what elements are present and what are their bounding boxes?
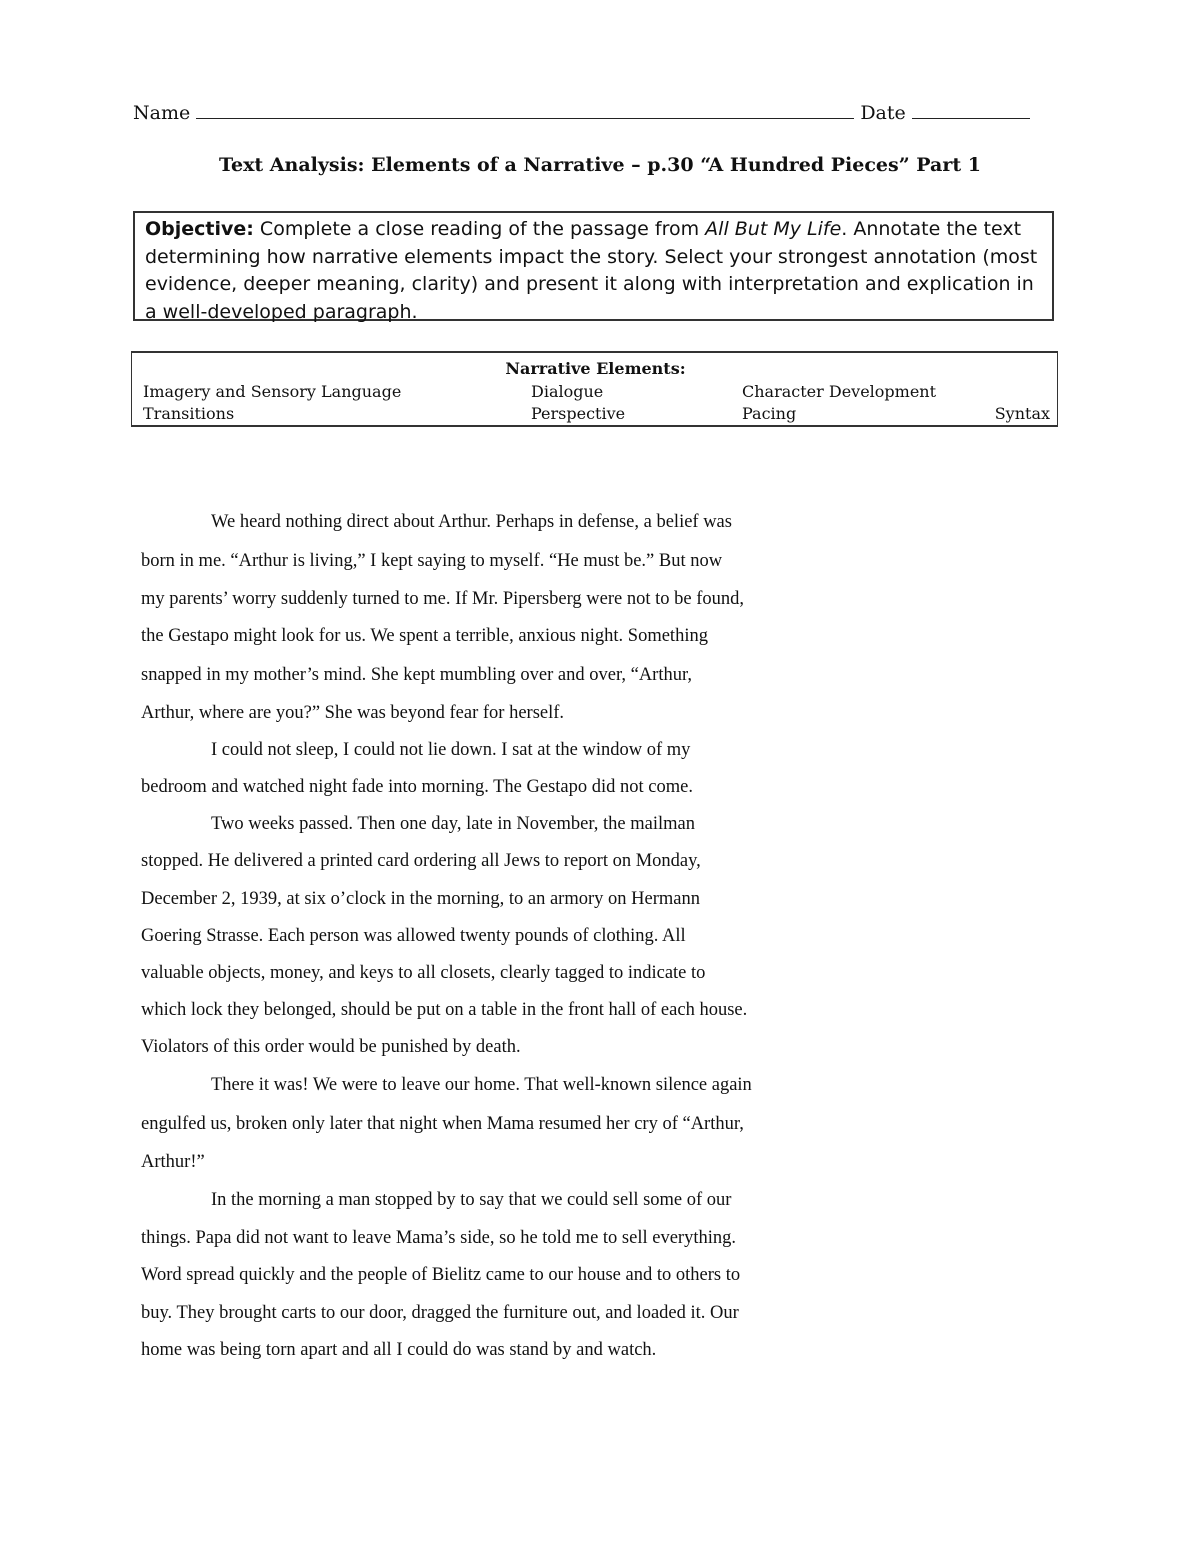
name-field[interactable] — [196, 100, 854, 119]
passage-line: which lock they belonged, should be put on a table in the front hall of each house. — [141, 1000, 748, 1020]
passage-line: stopped. He delivered a printed card ordering all Jews to report on Monday, — [141, 851, 701, 871]
passage-line: Arthur!” — [141, 1152, 205, 1172]
element-transitions: Transitions — [143, 404, 235, 423]
element-syntax: Syntax — [994, 404, 1050, 423]
passage-line: the Gestapo might look for us. We spent a terrible, anxious night. Something — [141, 626, 708, 646]
date-label: Date — [860, 102, 906, 124]
objective-label: Objective: — [145, 218, 254, 240]
passage-line: In the morning a man stopped by to say that we could sell some of our — [211, 1190, 732, 1210]
passage-line: We heard nothing direct about Arthur. Perhaps in defense, a belief was — [211, 512, 732, 532]
passage-line: Word spread quickly and the people of Bielitz came to our house and to others to — [141, 1265, 741, 1285]
name-date-line — [133, 100, 1038, 124]
objective-text-after: . Annotate the text determining how narrative elements impact the story. Select your strongest annotation (most evidence, deeper meaning, clarity) and present it along with interpretation and explication in a well-developed paragraph. — [145, 218, 1038, 323]
passage-line: snapped in my mother’s mind. She kept mumbling over and over, “Arthur, — [141, 665, 693, 685]
passage-line: There it was! We were to leave our home. That well-known silence again — [211, 1075, 752, 1095]
objective-box — [133, 211, 1054, 321]
page-title: Text Analysis: Elements of a Narrative – p.30 “A Hundred Pieces” Part 1 — [219, 154, 981, 176]
passage-line: my parents’ worry suddenly turned to me. If Mr. Pipersberg were not to be found, — [141, 589, 745, 609]
passage-line: December 2, 1939, at six o’clock in the morning, to an armory on Hermann — [141, 889, 700, 909]
element-character-development: Character Development — [742, 382, 937, 401]
passage-line: Two weeks passed. Then one day, late in November, the mailman — [211, 814, 695, 834]
element-perspective: Perspective — [531, 404, 626, 423]
date-field[interactable] — [912, 100, 1030, 119]
narrative-elements-box — [131, 351, 1058, 427]
name-label: Name — [133, 102, 191, 124]
passage-line: Goering Strasse. Each person was allowed twenty pounds of clothing. All — [141, 926, 686, 946]
passage-line: valuable objects, money, and keys to all closets, clearly tagged to indicate to — [141, 963, 706, 983]
passage-line: engulfed us, broken only later that night when Mama resumed her cry of “Arthur, — [141, 1114, 744, 1134]
passage-line: born in me. “Arthur is living,” I kept saying to myself. “He must be.” But now — [141, 551, 723, 571]
passage-line: I could not sleep, I could not lie down. I sat at the window of my — [211, 740, 691, 760]
narrative-elements-heading: Narrative Elements: — [505, 359, 686, 378]
passage-line: Arthur, where are you?” She was beyond fear for herself. — [141, 703, 565, 723]
objective-text-before: Complete a close reading of the passage from — [253, 218, 706, 240]
element-dialogue: Dialogue — [531, 382, 604, 401]
element-pacing: Pacing — [742, 404, 797, 423]
passage-line: things. Papa did not want to leave Mama’s side, so he told me to sell everything. — [141, 1228, 736, 1248]
element-imagery: Imagery and Sensory Language — [143, 382, 402, 401]
book-title: All But My Life — [705, 218, 842, 240]
passage-line: home was being torn apart and all I could do was stand by and watch. — [141, 1340, 657, 1360]
passage-line: Violators of this order would be punished by death. — [141, 1037, 521, 1057]
passage-line: bedroom and watched night fade into morning. The Gestapo did not come. — [141, 777, 693, 797]
passage-line: buy. They brought carts to our door, dragged the furniture out, and loaded it. Our — [141, 1303, 739, 1323]
